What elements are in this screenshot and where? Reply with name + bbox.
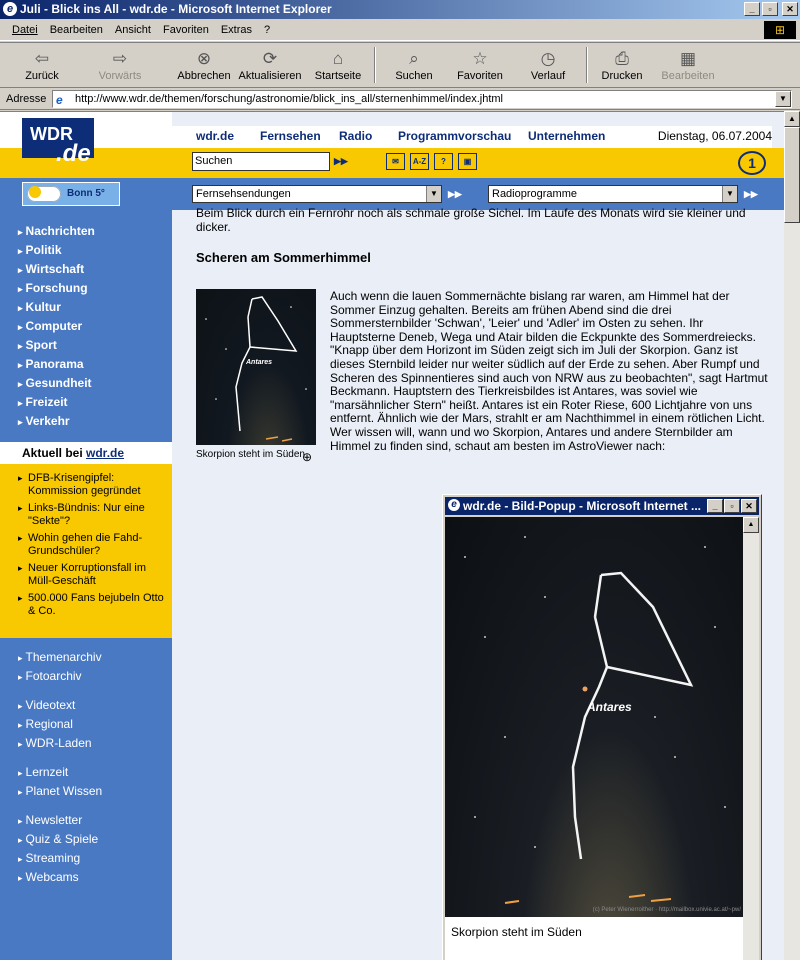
thumb-antares-label: Antares [246,359,273,366]
chevron-down-icon: ▼ [426,186,441,202]
scroll-up-icon[interactable]: ▲ [743,517,759,533]
address-bar [0,88,800,110]
nav2-item[interactable]: ▸ Regional [18,717,102,736]
topnav-unternehmen[interactable]: Unternehmen [528,129,606,143]
secondary-nav [18,650,102,889]
toolbar [0,42,800,88]
aktuell-item[interactable]: ▸ 500.000 Fans bejubeln Otto & Co. [18,592,168,618]
chevron-down-icon: ▼ [722,186,737,202]
scroll-up-icon[interactable]: ▲ [784,111,800,127]
nav2-item[interactable]: ▸ Themenarchiv [18,650,102,669]
az-button[interactable]: A-Z [410,153,429,170]
nav2-item[interactable]: ▸ Fotoarchiv [18,669,102,688]
nav2-item[interactable]: ▸ Lernzeit [18,765,102,784]
ard-logo[interactable]: 1 [738,151,766,175]
nav-item[interactable]: ▸ Panorama [18,357,95,376]
history-button[interactable]: ◷ Verlauf [514,48,582,82]
forward-button[interactable]: ⇨ Vorwärts [86,48,154,82]
address-input[interactable] [52,90,792,108]
back-button[interactable]: ⇦ Zurück [8,48,76,82]
nav2-item[interactable]: ▸ Planet Wissen [18,784,102,803]
refresh-icon: ⟳ [262,49,278,68]
nav-item[interactable]: ▸ Freizeit [18,395,95,414]
nav-item[interactable]: ▸ Gesundheit [18,376,95,395]
aktuell-heading: Aktuell bei wdr.de [0,442,172,464]
menu-datei[interactable]: Datei [12,23,38,36]
nav2-item[interactable]: ▸ Newsletter [18,813,102,832]
address-dropdown-button[interactable]: ▼ [775,91,791,107]
article-content [196,206,768,464]
print-button[interactable]: ⎙ Drucken [588,48,656,82]
thumb-caption: Skorpion steht im Süden ⊕ [196,449,312,464]
back-arrow-icon: ⇦ [34,49,50,68]
menu-favoriten[interactable]: Favoriten [162,23,209,36]
ie-icon: e [448,499,460,511]
stop-button[interactable]: ⊗ Abbrechen [170,48,238,82]
close-button[interactable]: ✕ [782,2,798,16]
current-date: Dienstag, 06.07.2004 [657,129,772,143]
nav-item[interactable]: ▸ Sport [18,338,95,357]
menu-help[interactable]: ? [264,23,271,36]
nav2-item[interactable]: ▸ WDR-Laden [18,736,102,755]
favorites-button[interactable]: ☆ Favoriten [446,48,514,82]
toolbar-separator [374,47,376,83]
photo-credit: (c) Peter Wienerroither · http://mailbox.univie.ac.at/~pw/ [592,907,741,913]
constellation-large-svg [445,517,743,917]
article-body: Auch wenn die lauen Sommernächte bislang rar waren, am Himmel hat der Sommer Einzug gehalten. Bereits am frühen Abend sind die drei Sommersternbilder 'Schwan', 'Leier' und 'Adler' im Osten zu sehen. Ihr Hauptsterne Deneb, Wega und Atair bilden die Eckpunkte des Sommerdreiecks. "Knapp über dem Horizont im Süden zeigt sich im Juli der Skorpion. Ganz ist dieses Sternbild leider nur weiter südlich auf der Erde zu sehen. Aber Rumpf und Scheren des Spinnentieres sind auch von NRW aus zu beobachten", sagt Hartmut Beckmann. Hauptstern des Tierkreisbildes ist Antares, was soviel wie "marsähnlicher Stern" heißt. Antares ist ein Roter Riese, 600 Lichtjahre von uns entfernt. Ähnlich wie der Mars, strahlt er am Nachthimmel in einem rötlichen Licht. Wer wissen will, wann und wo Skorpion, Antares und andere Sternbilder am Himmel zu finden sind, schaut am besten im AstroViewer nach: [330,289,768,453]
menu-extras[interactable]: Extras [220,23,253,36]
stop-icon: ⊗ [196,49,212,68]
aktuell-list [0,464,172,638]
nav-item[interactable]: ▸ Computer [18,319,95,338]
nav-item[interactable]: ▸ Verkehr [18,414,95,433]
nav2-item[interactable]: ▸ Quiz & Spiele [18,832,102,851]
wdr-logo-de: .de [56,140,91,167]
browser-viewport [0,111,784,960]
constellation-thumb-svg [196,289,316,445]
article-heading: Scheren am Sommerhimmel [196,250,371,265]
edit-button[interactable]: ▦ Bearbeiten [654,48,722,82]
printer-icon: ⎙ [615,49,629,68]
scorpion-large-image [445,517,743,917]
tv-programs-select[interactable]: Fernsehsendungen ▼ [192,185,442,203]
topnav-radio[interactable]: Radio [339,129,373,143]
popup-caption: Skorpion steht im Süden [445,917,743,960]
nav-item[interactable]: ▸ Politik [18,243,95,262]
nav-item[interactable]: ▸ Wirtschaft [18,262,95,281]
page-scrollbar[interactable] [784,111,800,960]
scroll-thumb[interactable] [784,127,800,223]
forward-arrow-icon: ⇨ [112,49,128,68]
aktuell-item[interactable]: ▸ Links-Bündnis: Nur eine "Sekte"? [18,502,168,528]
image-popup-window [442,494,762,960]
address-label: Adresse [6,92,47,105]
nav-item[interactable]: ▸ Forschung [18,281,95,300]
nav2-item[interactable]: ▸ Webcams [18,870,102,889]
popup-scrollbar[interactable] [743,517,759,960]
nav-item[interactable]: ▸ Kultur [18,300,95,319]
aktuell-item[interactable]: ▸ Wohin gehen die Fahd-Grundschüler? [18,532,168,558]
scorpion-thumbnail[interactable] [196,289,316,464]
address-url: http://www.wdr.de/themen/forschung/astronomie/blick_ins_all/sternenhimmel/index.jhtml [75,93,503,105]
popup-title: wdr.de - Bild-Popup - Microsoft Internet ... [463,499,701,513]
topnav-wdr[interactable]: wdr.de [196,129,235,143]
menu-bearbeiten[interactable]: Bearbeiten [49,23,103,36]
tv-go-icon[interactable]: ▶▶ [448,189,462,199]
search-go-icon[interactable]: ▶▶ [334,156,348,166]
search-icon: ⌕ [409,49,419,68]
windows-logo-icon: ⊞ [764,21,796,39]
page-icon: e [56,93,63,107]
popup-antares-label: Antares [587,700,632,714]
left-navigation [0,112,172,960]
mail-icon[interactable]: ✉ [386,153,405,170]
main-nav [18,224,95,433]
aktuell-wdr-link[interactable]: wdr.de [86,446,125,460]
popup-titlebar [445,497,759,515]
popup-minimize-button[interactable]: _ [707,499,723,513]
aktuell-item[interactable]: ▸ Neuer Korruptionsfall im Müll-Geschäft [18,562,168,588]
ie-icon: e [3,2,17,16]
topnav-programmvorschau[interactable]: Programmvorschau [398,129,512,143]
nav-item[interactable]: ▸ Nachrichten [18,224,95,243]
weather-widget[interactable]: Bonn 5° [22,182,120,206]
article-intro-text: Beim Blick durch ein Fernrohr noch als schmale große Sichel. Im Laufe des Monats wird sie kleiner und dicker. [196,206,746,234]
maximize-button[interactable]: ▫ [762,2,778,16]
home-button[interactable]: ⌂ Startseite [304,48,372,82]
favorites-folder-icon: ☆ [472,49,488,68]
topnav-fernsehen[interactable]: Fernsehen [260,129,321,143]
nav2-item[interactable]: ▸ Videotext [18,698,102,717]
aktuell-item[interactable]: ▸ DFB-Krisengipfel: Kommission gegründet [18,472,168,498]
minimize-button[interactable]: _ [744,2,760,16]
help-button[interactable]: ? [434,153,453,170]
nav2-item[interactable]: ▸ Streaming [18,851,102,870]
history-icon: ◷ [540,49,556,68]
popup-maximize-button[interactable]: ▫ [724,499,740,513]
popup-close-button[interactable]: ✕ [741,499,757,513]
radio-programs-select[interactable]: Radioprogramme ▼ [488,185,738,203]
wdr-logo[interactable]: WDR [22,118,94,158]
radio-go-icon[interactable]: ▶▶ [744,189,758,199]
window-titlebar [0,0,800,19]
home-icon: ⌂ [332,49,344,68]
refresh-button[interactable]: ⟳ Aktualisieren [236,48,304,82]
cloud-icon [27,186,61,202]
window-title: Juli - Blick ins All - wdr.de - Microsoft Internet Explorer [20,2,332,16]
zoom-icon[interactable]: ⊕ [301,450,312,464]
menu-bar [0,19,800,41]
menu-ansicht[interactable]: Ansicht [114,23,151,36]
video-icon[interactable]: ▣ [458,153,477,170]
site-search-input[interactable]: Suchen [192,152,330,171]
search-button[interactable]: ⌕ Suchen [380,48,448,82]
top-navigation [172,126,772,148]
edit-icon: ▦ [679,49,697,68]
